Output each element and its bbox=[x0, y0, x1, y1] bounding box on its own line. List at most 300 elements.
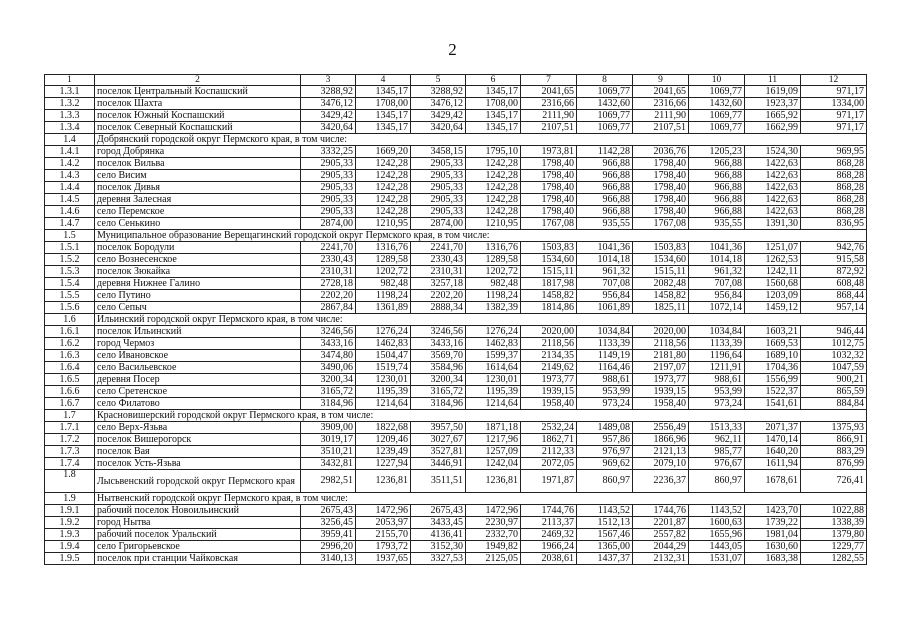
value-cell: 1422,63 bbox=[745, 194, 801, 206]
value-cell: 860,97 bbox=[689, 470, 745, 493]
value-cell: 2155,70 bbox=[356, 529, 411, 541]
value-cell: 1515,11 bbox=[633, 266, 689, 278]
table-row bbox=[45, 242, 867, 254]
table-row bbox=[45, 553, 867, 565]
table-row bbox=[45, 110, 867, 122]
value-cell: 1242,04 bbox=[466, 458, 521, 470]
value-cell: 2310,31 bbox=[301, 266, 356, 278]
value-cell: 1012,75 bbox=[801, 338, 867, 350]
value-cell: 3184,96 bbox=[301, 398, 356, 410]
value-cell: 2675,43 bbox=[301, 505, 356, 517]
value-cell: 1217,96 bbox=[466, 434, 521, 446]
settlement-name-cell: село Ивановское bbox=[95, 350, 301, 362]
row-index-cell: 1.6.6 bbox=[45, 386, 95, 398]
settlement-name-cell: село Филатово bbox=[95, 398, 301, 410]
value-cell: 1599,37 bbox=[466, 350, 521, 362]
section-title-cell: Добрянский городской округ Пермского края, в том числе: bbox=[95, 134, 867, 146]
value-cell: 707,08 bbox=[577, 278, 633, 290]
value-cell: 1678,61 bbox=[745, 470, 801, 493]
value-cell: 2125,05 bbox=[466, 553, 521, 565]
row-index-cell: 1.7.4 bbox=[45, 458, 95, 470]
value-cell: 1422,63 bbox=[745, 182, 801, 194]
value-cell: 1669,53 bbox=[745, 338, 801, 350]
value-cell: 1242,28 bbox=[356, 182, 411, 194]
value-cell: 3027,67 bbox=[411, 434, 466, 446]
value-cell: 1432,60 bbox=[689, 98, 745, 110]
value-cell: 2149,62 bbox=[521, 362, 577, 374]
value-cell: 1242,28 bbox=[466, 170, 521, 182]
value-cell: 1041,36 bbox=[689, 242, 745, 254]
value-cell: 3510,21 bbox=[301, 446, 356, 458]
value-cell: 1866,96 bbox=[633, 434, 689, 446]
settlement-name-cell: город Нытва bbox=[95, 517, 301, 529]
value-cell: 1069,77 bbox=[577, 110, 633, 122]
value-cell: 3256,45 bbox=[301, 517, 356, 529]
value-cell: 985,77 bbox=[689, 446, 745, 458]
value-cell: 2905,33 bbox=[411, 194, 466, 206]
value-cell: 1209,46 bbox=[356, 434, 411, 446]
value-cell: 969,95 bbox=[801, 146, 867, 158]
value-cell: 2982,51 bbox=[301, 470, 356, 493]
value-cell: 1345,17 bbox=[356, 122, 411, 134]
column-number-cell: 1 bbox=[45, 75, 95, 86]
value-cell: 1242,28 bbox=[466, 194, 521, 206]
value-cell: 1205,23 bbox=[689, 146, 745, 158]
value-cell: 3511,51 bbox=[411, 470, 466, 493]
value-cell: 3332,25 bbox=[301, 146, 356, 158]
value-cell: 1196,64 bbox=[689, 350, 745, 362]
settlement-name-cell: деревня Нижнее Галино bbox=[95, 278, 301, 290]
value-cell: 1662,99 bbox=[745, 122, 801, 134]
value-cell: 2905,33 bbox=[411, 182, 466, 194]
row-index-cell: 1.6.1 bbox=[45, 326, 95, 338]
row-index-cell: 1.7.2 bbox=[45, 434, 95, 446]
value-cell: 3569,70 bbox=[411, 350, 466, 362]
column-number-cell: 12 bbox=[801, 75, 867, 86]
table-row bbox=[45, 398, 867, 410]
value-cell: 1422,63 bbox=[745, 206, 801, 218]
value-cell: 1282,55 bbox=[801, 553, 867, 565]
value-cell: 3490,06 bbox=[301, 362, 356, 374]
value-cell: 1630,60 bbox=[745, 541, 801, 553]
value-cell: 3474,80 bbox=[301, 350, 356, 362]
value-cell: 1472,96 bbox=[466, 505, 521, 517]
value-cell: 1422,63 bbox=[745, 158, 801, 170]
value-cell: 1069,77 bbox=[689, 86, 745, 98]
value-cell: 957,14 bbox=[801, 302, 867, 314]
value-cell: 1489,08 bbox=[577, 422, 633, 434]
value-cell: 2557,82 bbox=[633, 529, 689, 541]
value-cell: 3476,12 bbox=[411, 98, 466, 110]
table-row bbox=[45, 362, 867, 374]
value-cell: 976,67 bbox=[689, 458, 745, 470]
value-cell: 3433,16 bbox=[411, 338, 466, 350]
value-cell: 3433,16 bbox=[301, 338, 356, 350]
row-index-cell: 1.4 bbox=[45, 134, 95, 146]
value-cell: 2728,18 bbox=[301, 278, 356, 290]
value-cell: 973,24 bbox=[577, 398, 633, 410]
value-cell: 1798,40 bbox=[521, 182, 577, 194]
value-cell: 973,24 bbox=[689, 398, 745, 410]
value-cell: 1236,81 bbox=[466, 470, 521, 493]
value-cell: 868,28 bbox=[801, 170, 867, 182]
value-cell: 1345,17 bbox=[356, 86, 411, 98]
table-row bbox=[45, 386, 867, 398]
value-cell: 1202,72 bbox=[466, 266, 521, 278]
value-cell: 868,28 bbox=[801, 206, 867, 218]
section-row bbox=[45, 230, 867, 242]
value-cell: 1862,71 bbox=[521, 434, 577, 446]
value-cell: 1937,65 bbox=[356, 553, 411, 565]
value-cell: 1195,39 bbox=[356, 386, 411, 398]
value-cell: 2036,76 bbox=[633, 146, 689, 158]
value-cell: 962,11 bbox=[689, 434, 745, 446]
value-cell: 3420,64 bbox=[411, 122, 466, 134]
value-cell: 1041,36 bbox=[577, 242, 633, 254]
value-cell: 935,55 bbox=[689, 218, 745, 230]
value-cell: 3432,81 bbox=[301, 458, 356, 470]
value-cell: 1242,11 bbox=[745, 266, 801, 278]
row-index-cell: 1.9.5 bbox=[45, 553, 95, 565]
settlement-name-cell: поселок Дивья bbox=[95, 182, 301, 194]
settlement-name-cell: поселок Вая bbox=[95, 446, 301, 458]
value-cell: 1211,91 bbox=[689, 362, 745, 374]
value-cell: 1143,52 bbox=[577, 505, 633, 517]
value-cell: 1276,24 bbox=[356, 326, 411, 338]
value-cell: 1133,39 bbox=[577, 338, 633, 350]
section-row bbox=[45, 410, 867, 422]
value-cell: 1437,37 bbox=[577, 553, 633, 565]
value-cell: 1143,52 bbox=[689, 505, 745, 517]
value-cell: 4136,41 bbox=[411, 529, 466, 541]
row-index-cell: 1.7.3 bbox=[45, 446, 95, 458]
row-index-cell: 1.4.5 bbox=[45, 194, 95, 206]
value-cell: 1316,76 bbox=[466, 242, 521, 254]
settlement-name-cell: поселок Северный Коспашский bbox=[95, 122, 301, 134]
value-cell: 866,91 bbox=[801, 434, 867, 446]
value-cell: 2532,24 bbox=[521, 422, 577, 434]
value-cell: 836,95 bbox=[801, 218, 867, 230]
table-row bbox=[45, 266, 867, 278]
value-cell: 2118,56 bbox=[633, 338, 689, 350]
table-row bbox=[45, 182, 867, 194]
value-cell: 3288,92 bbox=[411, 86, 466, 98]
value-cell: 1210,95 bbox=[466, 218, 521, 230]
value-cell: 868,44 bbox=[801, 290, 867, 302]
value-cell: 956,84 bbox=[689, 290, 745, 302]
value-cell: 707,08 bbox=[689, 278, 745, 290]
value-cell: 1458,82 bbox=[633, 290, 689, 302]
value-cell: 3433,45 bbox=[411, 517, 466, 529]
value-cell: 3152,30 bbox=[411, 541, 466, 553]
value-cell: 1683,38 bbox=[745, 553, 801, 565]
value-cell: 1242,28 bbox=[466, 206, 521, 218]
value-cell: 971,17 bbox=[801, 110, 867, 122]
value-cell: 2675,43 bbox=[411, 505, 466, 517]
value-cell: 953,99 bbox=[689, 386, 745, 398]
settlement-name-cell: Лысьвенский городской округ Пермского края bbox=[95, 470, 301, 493]
value-cell: 1345,17 bbox=[356, 110, 411, 122]
table-body bbox=[45, 75, 867, 565]
value-cell: 988,61 bbox=[577, 374, 633, 386]
value-cell: 1142,28 bbox=[577, 146, 633, 158]
value-cell: 3527,81 bbox=[411, 446, 466, 458]
value-cell: 1227,94 bbox=[356, 458, 411, 470]
value-cell: 1513,33 bbox=[689, 422, 745, 434]
value-cell: 1767,08 bbox=[633, 218, 689, 230]
value-cell: 1432,60 bbox=[577, 98, 633, 110]
value-cell: 2905,33 bbox=[411, 158, 466, 170]
table-row bbox=[45, 470, 867, 493]
value-cell: 2202,20 bbox=[411, 290, 466, 302]
column-number-cell: 4 bbox=[356, 75, 411, 86]
value-cell: 1034,84 bbox=[577, 326, 633, 338]
settlement-name-cell: город Добрянка bbox=[95, 146, 301, 158]
value-cell: 2332,70 bbox=[466, 529, 521, 541]
value-cell: 1072,14 bbox=[689, 302, 745, 314]
value-cell: 1534,60 bbox=[633, 254, 689, 266]
table-row bbox=[45, 541, 867, 553]
value-cell: 915,58 bbox=[801, 254, 867, 266]
value-cell: 872,92 bbox=[801, 266, 867, 278]
value-cell: 1704,36 bbox=[745, 362, 801, 374]
row-index-cell: 1.5 bbox=[45, 230, 95, 242]
settlement-name-cell: рабочий поселок Новоильинский bbox=[95, 505, 301, 517]
value-cell: 1949,82 bbox=[466, 541, 521, 553]
value-cell: 1973,81 bbox=[521, 146, 577, 158]
value-cell: 2905,33 bbox=[411, 206, 466, 218]
row-index-cell: 1.5.5 bbox=[45, 290, 95, 302]
settlement-name-cell: село Григорьевское bbox=[95, 541, 301, 553]
value-cell: 1276,24 bbox=[466, 326, 521, 338]
value-cell: 1345,17 bbox=[466, 86, 521, 98]
table-row bbox=[45, 434, 867, 446]
value-cell: 2874,00 bbox=[301, 218, 356, 230]
value-cell: 868,28 bbox=[801, 158, 867, 170]
value-cell: 2867,84 bbox=[301, 302, 356, 314]
value-cell: 1619,09 bbox=[745, 86, 801, 98]
value-cell: 868,28 bbox=[801, 182, 867, 194]
value-cell: 1061,89 bbox=[577, 302, 633, 314]
value-cell: 1239,49 bbox=[356, 446, 411, 458]
value-cell: 2905,33 bbox=[301, 158, 356, 170]
value-cell: 1793,72 bbox=[356, 541, 411, 553]
value-cell: 1798,40 bbox=[633, 206, 689, 218]
settlement-name-cell: деревня Посер bbox=[95, 374, 301, 386]
section-row bbox=[45, 493, 867, 505]
value-cell: 2041,65 bbox=[521, 86, 577, 98]
row-index-cell: 1.6.2 bbox=[45, 338, 95, 350]
column-number-cell: 3 bbox=[301, 75, 356, 86]
value-cell: 1379,80 bbox=[801, 529, 867, 541]
value-cell: 2888,34 bbox=[411, 302, 466, 314]
row-index-cell: 1.3.4 bbox=[45, 122, 95, 134]
value-cell: 1795,10 bbox=[466, 146, 521, 158]
value-cell: 2316,66 bbox=[633, 98, 689, 110]
value-cell: 3429,42 bbox=[411, 110, 466, 122]
table-row bbox=[45, 505, 867, 517]
value-cell: 3246,56 bbox=[411, 326, 466, 338]
row-index-cell: 1.4.1 bbox=[45, 146, 95, 158]
settlement-name-cell: село Верх-Язьва bbox=[95, 422, 301, 434]
value-cell: 1365,00 bbox=[577, 541, 633, 553]
value-cell: 1210,95 bbox=[356, 218, 411, 230]
settlement-name-cell: село Васильевское bbox=[95, 362, 301, 374]
value-cell: 1971,87 bbox=[521, 470, 577, 493]
value-cell: 1744,76 bbox=[521, 505, 577, 517]
table-row bbox=[45, 254, 867, 266]
value-cell: 982,48 bbox=[466, 278, 521, 290]
value-cell: 1242,28 bbox=[466, 158, 521, 170]
value-cell: 1798,40 bbox=[521, 206, 577, 218]
table-row bbox=[45, 326, 867, 338]
value-cell: 1459,12 bbox=[745, 302, 801, 314]
value-cell: 1345,17 bbox=[466, 110, 521, 122]
value-cell: 1262,53 bbox=[745, 254, 801, 266]
value-cell: 1603,21 bbox=[745, 326, 801, 338]
value-cell: 2134,35 bbox=[521, 350, 577, 362]
value-cell: 1939,15 bbox=[633, 386, 689, 398]
table-row bbox=[45, 350, 867, 362]
column-number-cell: 2 bbox=[95, 75, 301, 86]
value-cell: 3420,64 bbox=[301, 122, 356, 134]
value-cell: 2181,80 bbox=[633, 350, 689, 362]
value-cell: 1958,40 bbox=[521, 398, 577, 410]
value-cell: 3140,13 bbox=[301, 553, 356, 565]
column-number-cell: 8 bbox=[577, 75, 633, 86]
value-cell: 876,99 bbox=[801, 458, 867, 470]
value-cell: 1973,77 bbox=[633, 374, 689, 386]
value-cell: 1149,19 bbox=[577, 350, 633, 362]
value-cell: 2044,29 bbox=[633, 541, 689, 553]
value-cell: 2113,37 bbox=[521, 517, 577, 529]
value-cell: 2330,43 bbox=[301, 254, 356, 266]
value-cell: 1470,14 bbox=[745, 434, 801, 446]
column-number-cell: 5 bbox=[411, 75, 466, 86]
table-row bbox=[45, 194, 867, 206]
value-cell: 1689,10 bbox=[745, 350, 801, 362]
value-cell: 1032,32 bbox=[801, 350, 867, 362]
value-cell: 971,17 bbox=[801, 122, 867, 134]
value-cell: 3429,42 bbox=[301, 110, 356, 122]
value-cell: 1567,46 bbox=[577, 529, 633, 541]
value-cell: 1462,83 bbox=[356, 338, 411, 350]
value-cell: 1251,07 bbox=[745, 242, 801, 254]
value-cell: 884,84 bbox=[801, 398, 867, 410]
value-cell: 1534,60 bbox=[521, 254, 577, 266]
settlement-name-cell: поселок Вильва bbox=[95, 158, 301, 170]
settlement-name-cell: поселок Зюкайка bbox=[95, 266, 301, 278]
row-index-cell: 1.8 bbox=[45, 470, 95, 493]
value-cell: 1164,46 bbox=[577, 362, 633, 374]
value-cell: 2905,33 bbox=[301, 170, 356, 182]
value-cell: 3165,72 bbox=[301, 386, 356, 398]
settlement-name-cell: село Вознесенское bbox=[95, 254, 301, 266]
settlement-name-cell: село Перемское bbox=[95, 206, 301, 218]
value-cell: 1503,83 bbox=[633, 242, 689, 254]
settlement-name-cell: поселок при станции Чайковская bbox=[95, 553, 301, 565]
value-cell: 1958,40 bbox=[633, 398, 689, 410]
value-cell: 935,55 bbox=[577, 218, 633, 230]
column-number-cell: 10 bbox=[689, 75, 745, 86]
value-cell: 865,59 bbox=[801, 386, 867, 398]
column-number-cell: 9 bbox=[633, 75, 689, 86]
value-cell: 2041,65 bbox=[633, 86, 689, 98]
value-cell: 1289,58 bbox=[356, 254, 411, 266]
value-cell: 966,88 bbox=[689, 170, 745, 182]
value-cell: 1798,40 bbox=[521, 158, 577, 170]
value-cell: 2310,31 bbox=[411, 266, 466, 278]
value-cell: 860,97 bbox=[577, 470, 633, 493]
value-cell: 2020,00 bbox=[521, 326, 577, 338]
value-cell: 2330,43 bbox=[411, 254, 466, 266]
value-cell: 1472,96 bbox=[356, 505, 411, 517]
value-cell: 971,17 bbox=[801, 86, 867, 98]
value-cell: 1515,11 bbox=[521, 266, 577, 278]
column-number-cell: 6 bbox=[466, 75, 521, 86]
value-cell: 3909,00 bbox=[301, 422, 356, 434]
value-cell: 957,86 bbox=[577, 434, 633, 446]
value-cell: 1195,39 bbox=[466, 386, 521, 398]
table-row bbox=[45, 458, 867, 470]
value-cell: 966,88 bbox=[689, 194, 745, 206]
row-index-cell: 1.9 bbox=[45, 493, 95, 505]
value-cell: 1069,77 bbox=[577, 122, 633, 134]
section-row bbox=[45, 134, 867, 146]
value-cell: 966,88 bbox=[689, 182, 745, 194]
value-cell: 1338,39 bbox=[801, 517, 867, 529]
value-cell: 1798,40 bbox=[633, 158, 689, 170]
value-cell: 1230,01 bbox=[356, 374, 411, 386]
row-index-cell: 1.7.1 bbox=[45, 422, 95, 434]
value-cell: 2107,51 bbox=[521, 122, 577, 134]
value-cell: 2236,37 bbox=[633, 470, 689, 493]
settlement-name-cell: поселок Бородули bbox=[95, 242, 301, 254]
value-cell: 1034,84 bbox=[689, 326, 745, 338]
value-cell: 2316,66 bbox=[521, 98, 577, 110]
value-cell: 1069,77 bbox=[689, 122, 745, 134]
value-cell: 1814,86 bbox=[521, 302, 577, 314]
value-cell: 1069,77 bbox=[689, 110, 745, 122]
value-cell: 1334,00 bbox=[801, 98, 867, 110]
value-cell: 1798,40 bbox=[521, 170, 577, 182]
value-cell: 883,29 bbox=[801, 446, 867, 458]
row-index-cell: 1.5.4 bbox=[45, 278, 95, 290]
value-cell: 1923,37 bbox=[745, 98, 801, 110]
column-number-cell: 7 bbox=[521, 75, 577, 86]
value-cell: 966,88 bbox=[577, 170, 633, 182]
value-cell: 1560,68 bbox=[745, 278, 801, 290]
value-cell: 1708,00 bbox=[356, 98, 411, 110]
value-cell: 1458,82 bbox=[521, 290, 577, 302]
settlement-name-cell: рабочий поселок Уральский bbox=[95, 529, 301, 541]
row-index-cell: 1.4.2 bbox=[45, 158, 95, 170]
value-cell: 1614,64 bbox=[466, 362, 521, 374]
row-index-cell: 1.5.2 bbox=[45, 254, 95, 266]
value-cell: 1391,30 bbox=[745, 218, 801, 230]
value-cell: 2905,33 bbox=[301, 182, 356, 194]
value-cell: 1966,24 bbox=[521, 541, 577, 553]
value-cell: 1504,47 bbox=[356, 350, 411, 362]
value-cell: 3458,15 bbox=[411, 146, 466, 158]
value-cell: 1798,40 bbox=[633, 170, 689, 182]
value-cell: 868,28 bbox=[801, 194, 867, 206]
value-cell: 3327,53 bbox=[411, 553, 466, 565]
table-row bbox=[45, 158, 867, 170]
value-cell: 1981,04 bbox=[745, 529, 801, 541]
value-cell: 2197,07 bbox=[633, 362, 689, 374]
row-index-cell: 1.6.7 bbox=[45, 398, 95, 410]
